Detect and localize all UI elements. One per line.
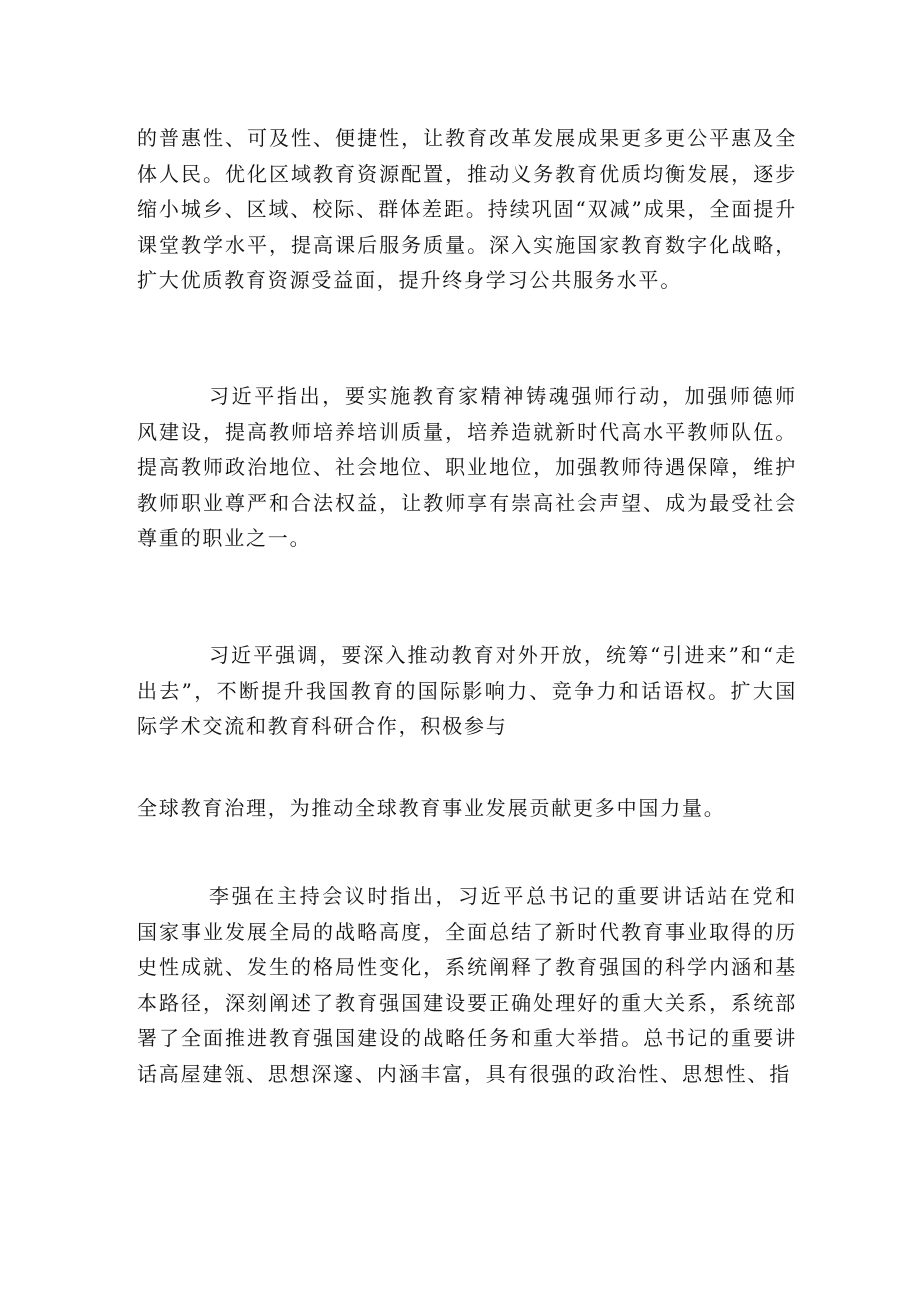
paragraph-education-equity: 的普惠性、可及性、便捷性，让教育改革发展成果更多更公平惠及全体人民。优化区域教育资源配置，推动义务教育优质均衡发展，逐步缩小城乡、区域、校际、群体差距。持续巩固“双减”成果，全面提升课堂教学水平，提高课后服务质量。深入实施国家教育数字化战略，扩大优质教育资源受益面，提升终身学习公共服务水平。: [137, 126, 797, 292]
paragraph-global-governance: 全球教育治理，为推动全球教育事业发展贡献更多中国力量。: [137, 796, 726, 820]
paragraph-opening-up: 习近平强调，要深入推动教育对外开放，统筹“引进来”和“走出去”，不断提升我国教育的国际影响力、竞争力和话语权。扩大国际学术交流和教育科研合作，积极参与: [137, 643, 797, 738]
paragraph-teacher-team: 习近平指出，要实施教育家精神铸魂强师行动，加强师德师风建设，提高教师培养培训质量，培养造就新时代高水平教师队伍。提高教师政治地位、社会地位、职业地位，加强教师待遇保障，维护教师职业尊严和合法权益，让教师享有崇高社会声望、成为最受社会尊重的职业之一。: [137, 384, 797, 550]
paragraph-li-qiang-remarks: 李强在主持会议时指出，习近平总书记的重要讲话站在党和国家事业发展全局的战略高度，全面总结了新时代教育事业取得的历史性成就、发生的格局性变化，系统阐释了教育强国的科学内涵和基本路径，深刻阐述了教育强国建设要正确处理好的重大关系，系统部署了全面推进教育强国建设的战略任务和重大举措。总书记的重要讲话高屋建瓴、思想深邃、内涵丰富，具有很强的政治性、思想性、指: [137, 884, 797, 1086]
